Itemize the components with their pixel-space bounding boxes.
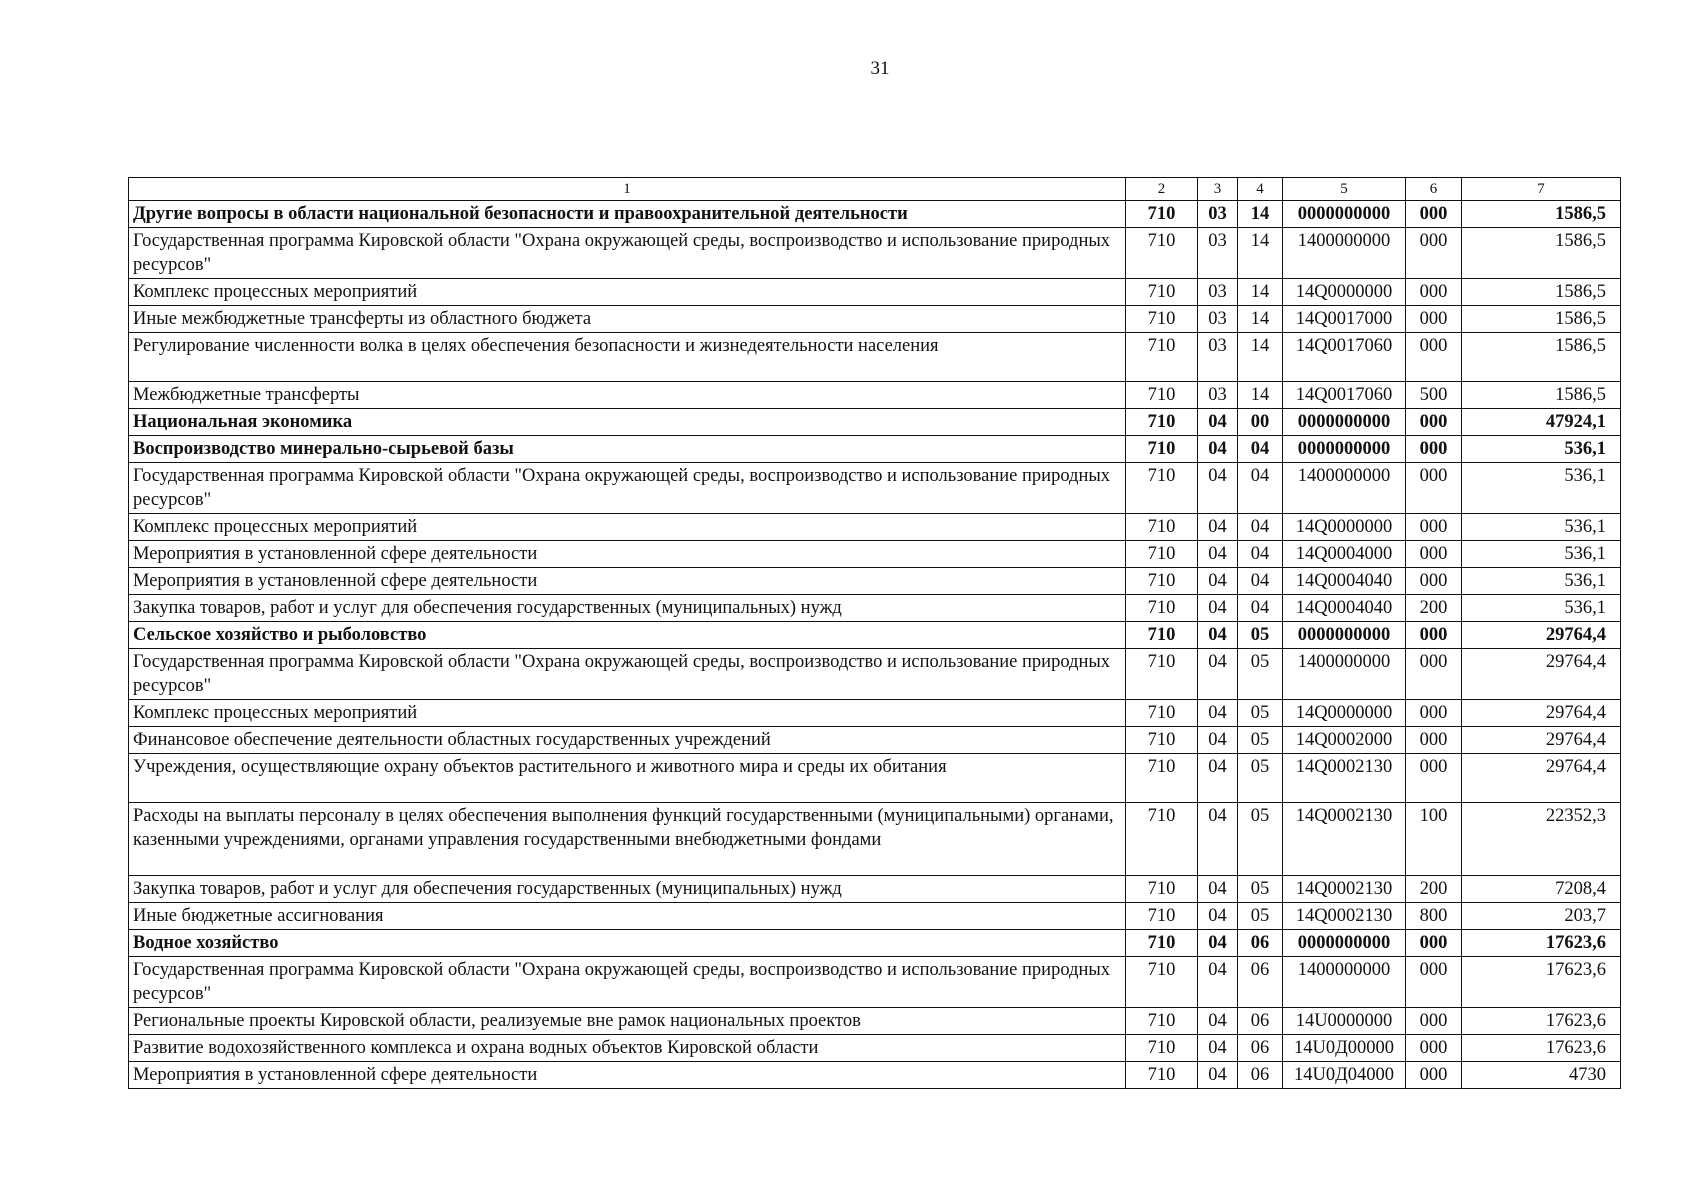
row-subsection-cell: 05 (1238, 727, 1283, 754)
row-target-article-cell: 14Q0002000 (1283, 727, 1406, 754)
row-subsection-cell: 00 (1238, 409, 1283, 436)
row-name-cell: Государственная программа Кировской области "Охрана окружающей среды, воспроизводство и использование природных ресурсов" (129, 463, 1126, 514)
row-amount-cell: 4730 (1462, 1062, 1621, 1089)
row-target-article-cell: 14U0Д04000 (1283, 1062, 1406, 1089)
row-section-cell: 04 (1198, 754, 1238, 803)
row-section-cell: 03 (1198, 279, 1238, 306)
row-subsection-cell: 04 (1238, 568, 1283, 595)
row-section-cell: 03 (1198, 201, 1238, 228)
row-target-article-cell: 14Q0004000 (1283, 541, 1406, 568)
row-admin-code-cell: 710 (1126, 957, 1198, 1008)
row-expense-type-cell: 000 (1406, 306, 1462, 333)
row-section-cell: 04 (1198, 595, 1238, 622)
row-name-cell: Межбюджетные трансферты (129, 382, 1126, 409)
row-section-cell: 04 (1198, 700, 1238, 727)
row-subsection-cell: 14 (1238, 306, 1283, 333)
row-amount-cell: 17623,6 (1462, 1035, 1621, 1062)
table-header-row (129, 178, 1621, 201)
row-target-article-cell: 14Q0017060 (1283, 382, 1406, 409)
row-amount-cell: 29764,4 (1462, 754, 1621, 803)
row-amount-cell: 536,1 (1462, 568, 1621, 595)
row-amount-cell: 29764,4 (1462, 700, 1621, 727)
row-target-article-cell: 0000000000 (1283, 436, 1406, 463)
row-section-cell: 04 (1198, 903, 1238, 930)
row-subsection-cell: 14 (1238, 228, 1283, 279)
table-row (129, 228, 1621, 279)
row-subsection-cell: 04 (1238, 541, 1283, 568)
table-row (129, 541, 1621, 568)
row-admin-code-cell: 710 (1126, 754, 1198, 803)
row-expense-type-cell: 000 (1406, 700, 1462, 727)
row-name-cell: Другие вопросы в области национальной безопасности и правоохранительной деятельности (129, 201, 1126, 228)
row-admin-code-cell: 710 (1126, 700, 1198, 727)
row-subsection-cell: 06 (1238, 1008, 1283, 1035)
row-admin-code-cell: 710 (1126, 649, 1198, 700)
row-expense-type-cell: 200 (1406, 876, 1462, 903)
row-subsection-cell: 05 (1238, 622, 1283, 649)
row-subsection-cell: 05 (1238, 803, 1283, 876)
row-target-article-cell: 1400000000 (1283, 649, 1406, 700)
row-name-cell: Регулирование численности волка в целях обеспечения безопасности и жизнедеятельности населения (129, 333, 1126, 382)
row-amount-cell: 29764,4 (1462, 649, 1621, 700)
row-amount-cell: 17623,6 (1462, 957, 1621, 1008)
row-target-article-cell: 14Q0017000 (1283, 306, 1406, 333)
row-subsection-cell: 14 (1238, 382, 1283, 409)
row-target-article-cell: 14Q0002130 (1283, 803, 1406, 876)
row-expense-type-cell: 000 (1406, 333, 1462, 382)
row-subsection-cell: 04 (1238, 463, 1283, 514)
row-subsection-cell: 14 (1238, 279, 1283, 306)
row-section-cell: 04 (1198, 436, 1238, 463)
row-target-article-cell: 14Q0000000 (1283, 514, 1406, 541)
row-admin-code-cell: 710 (1126, 306, 1198, 333)
row-target-article-cell: 14Q0000000 (1283, 279, 1406, 306)
row-section-cell: 04 (1198, 803, 1238, 876)
row-name-cell: Закупка товаров, работ и услуг для обеспечения государственных (муниципальных) нужд (129, 876, 1126, 903)
row-admin-code-cell: 710 (1126, 333, 1198, 382)
row-amount-cell: 203,7 (1462, 903, 1621, 930)
row-expense-type-cell: 000 (1406, 228, 1462, 279)
row-amount-cell: 29764,4 (1462, 622, 1621, 649)
row-expense-type-cell: 000 (1406, 463, 1462, 514)
row-section-cell: 04 (1198, 957, 1238, 1008)
row-name-cell: Государственная программа Кировской области "Охрана окружающей среды, воспроизводство и использование природных ресурсов" (129, 228, 1126, 279)
row-section-cell: 04 (1198, 409, 1238, 436)
table-row (129, 754, 1621, 803)
row-section-cell: 04 (1198, 727, 1238, 754)
row-admin-code-cell: 710 (1126, 436, 1198, 463)
row-target-article-cell: 14Q0000000 (1283, 700, 1406, 727)
row-expense-type-cell: 100 (1406, 803, 1462, 876)
row-amount-cell: 1586,5 (1462, 279, 1621, 306)
row-subsection-cell: 06 (1238, 1035, 1283, 1062)
row-name-cell: Мероприятия в установленной сфере деятельности (129, 568, 1126, 595)
header-col-3: 3 (1198, 178, 1238, 201)
row-expense-type-cell: 000 (1406, 754, 1462, 803)
table-row (129, 463, 1621, 514)
table-row (129, 201, 1621, 228)
header-col-2: 2 (1126, 178, 1198, 201)
row-name-cell: Комплекс процессных мероприятий (129, 700, 1126, 727)
row-name-cell: Сельское хозяйство и рыболовство (129, 622, 1126, 649)
row-admin-code-cell: 710 (1126, 876, 1198, 903)
row-amount-cell: 536,1 (1462, 514, 1621, 541)
row-amount-cell: 22352,3 (1462, 803, 1621, 876)
row-admin-code-cell: 710 (1126, 228, 1198, 279)
row-expense-type-cell: 000 (1406, 649, 1462, 700)
row-section-cell: 03 (1198, 306, 1238, 333)
row-amount-cell: 29764,4 (1462, 727, 1621, 754)
row-section-cell: 04 (1198, 1035, 1238, 1062)
table-row (129, 409, 1621, 436)
row-section-cell: 04 (1198, 463, 1238, 514)
row-name-cell: Водное хозяйство (129, 930, 1126, 957)
row-expense-type-cell: 000 (1406, 1035, 1462, 1062)
row-amount-cell: 1586,5 (1462, 201, 1621, 228)
row-section-cell: 04 (1198, 1062, 1238, 1089)
row-target-article-cell: 14Q0002130 (1283, 754, 1406, 803)
row-subsection-cell: 14 (1238, 333, 1283, 382)
table-row (129, 595, 1621, 622)
row-section-cell: 04 (1198, 622, 1238, 649)
row-subsection-cell: 05 (1238, 903, 1283, 930)
row-target-article-cell: 0000000000 (1283, 622, 1406, 649)
table-row (129, 382, 1621, 409)
row-expense-type-cell: 800 (1406, 903, 1462, 930)
row-expense-type-cell: 000 (1406, 568, 1462, 595)
row-amount-cell: 1586,5 (1462, 382, 1621, 409)
row-admin-code-cell: 710 (1126, 595, 1198, 622)
row-expense-type-cell: 000 (1406, 957, 1462, 1008)
row-name-cell: Государственная программа Кировской области "Охрана окружающей среды, воспроизводство и использование природных ресурсов" (129, 957, 1126, 1008)
row-section-cell: 04 (1198, 541, 1238, 568)
row-name-cell: Государственная программа Кировской области "Охрана окружающей среды, воспроизводство и использование природных ресурсов" (129, 649, 1126, 700)
row-expense-type-cell: 000 (1406, 514, 1462, 541)
row-admin-code-cell: 710 (1126, 409, 1198, 436)
row-target-article-cell: 0000000000 (1283, 930, 1406, 957)
table-row (129, 622, 1621, 649)
header-col-4: 4 (1238, 178, 1283, 201)
row-target-article-cell: 14Q0004040 (1283, 568, 1406, 595)
row-expense-type-cell: 000 (1406, 622, 1462, 649)
row-amount-cell: 536,1 (1462, 595, 1621, 622)
row-name-cell: Мероприятия в установленной сфере деятельности (129, 541, 1126, 568)
row-name-cell: Региональные проекты Кировской области, реализуемые вне рамок национальных проектов (129, 1008, 1126, 1035)
row-expense-type-cell: 000 (1406, 1062, 1462, 1089)
row-name-cell: Комплекс процессных мероприятий (129, 279, 1126, 306)
row-name-cell: Иные межбюджетные трансферты из областного бюджета (129, 306, 1126, 333)
row-section-cell: 04 (1198, 1008, 1238, 1035)
row-subsection-cell: 05 (1238, 876, 1283, 903)
row-subsection-cell: 05 (1238, 700, 1283, 727)
table-row (129, 306, 1621, 333)
row-section-cell: 03 (1198, 333, 1238, 382)
row-section-cell: 03 (1198, 382, 1238, 409)
table-row (129, 568, 1621, 595)
row-admin-code-cell: 710 (1126, 1008, 1198, 1035)
header-col-6: 6 (1406, 178, 1462, 201)
table-row (129, 876, 1621, 903)
row-name-cell: Закупка товаров, работ и услуг для обеспечения государственных (муниципальных) нужд (129, 595, 1126, 622)
table-row (129, 1035, 1621, 1062)
header-col-1: 1 (129, 178, 1126, 201)
row-name-cell: Финансовое обеспечение деятельности областных государственных учреждений (129, 727, 1126, 754)
table-row (129, 957, 1621, 1008)
row-name-cell: Иные бюджетные ассигнования (129, 903, 1126, 930)
row-target-article-cell: 14Q0002130 (1283, 903, 1406, 930)
row-admin-code-cell: 710 (1126, 930, 1198, 957)
row-name-cell: Расходы на выплаты персоналу в целях обеспечения выполнения функций государственными (муниципальными) органами, казенными учреждениями, органами управления государственными внебюджетными фондами (129, 803, 1126, 876)
row-section-cell: 04 (1198, 930, 1238, 957)
table-row (129, 333, 1621, 382)
row-admin-code-cell: 710 (1126, 279, 1198, 306)
row-subsection-cell: 06 (1238, 1062, 1283, 1089)
row-admin-code-cell: 710 (1126, 803, 1198, 876)
row-name-cell: Национальная экономика (129, 409, 1126, 436)
row-amount-cell: 17623,6 (1462, 930, 1621, 957)
row-subsection-cell: 05 (1238, 754, 1283, 803)
row-admin-code-cell: 710 (1126, 1035, 1198, 1062)
row-admin-code-cell: 710 (1126, 903, 1198, 930)
row-subsection-cell: 04 (1238, 514, 1283, 541)
row-admin-code-cell: 710 (1126, 514, 1198, 541)
row-expense-type-cell: 000 (1406, 727, 1462, 754)
row-name-cell: Учреждения, осуществляющие охрану объектов растительного и животного мира и среды их обитания (129, 754, 1126, 803)
row-admin-code-cell: 710 (1126, 541, 1198, 568)
row-admin-code-cell: 710 (1126, 1062, 1198, 1089)
row-admin-code-cell: 710 (1126, 201, 1198, 228)
row-name-cell: Мероприятия в установленной сфере деятельности (129, 1062, 1126, 1089)
row-section-cell: 04 (1198, 876, 1238, 903)
row-amount-cell: 536,1 (1462, 436, 1621, 463)
table-row (129, 649, 1621, 700)
row-expense-type-cell: 000 (1406, 436, 1462, 463)
row-admin-code-cell: 710 (1126, 727, 1198, 754)
row-target-article-cell: 1400000000 (1283, 463, 1406, 514)
budget-table (128, 177, 1621, 1089)
row-expense-type-cell: 000 (1406, 279, 1462, 306)
row-section-cell: 04 (1198, 568, 1238, 595)
row-target-article-cell: 0000000000 (1283, 201, 1406, 228)
table-row (129, 930, 1621, 957)
row-target-article-cell: 14Q0017060 (1283, 333, 1406, 382)
row-subsection-cell: 05 (1238, 649, 1283, 700)
row-name-cell: Воспроизводство минерально-сырьевой базы (129, 436, 1126, 463)
row-target-article-cell: 0000000000 (1283, 409, 1406, 436)
row-amount-cell: 1586,5 (1462, 228, 1621, 279)
table-row (129, 903, 1621, 930)
row-amount-cell: 47924,1 (1462, 409, 1621, 436)
row-target-article-cell: 14Q0002130 (1283, 876, 1406, 903)
row-section-cell: 03 (1198, 228, 1238, 279)
row-section-cell: 04 (1198, 514, 1238, 541)
row-target-article-cell: 1400000000 (1283, 957, 1406, 1008)
row-expense-type-cell: 200 (1406, 595, 1462, 622)
row-subsection-cell: 06 (1238, 930, 1283, 957)
row-expense-type-cell: 000 (1406, 930, 1462, 957)
row-expense-type-cell: 000 (1406, 541, 1462, 568)
row-target-article-cell: 14U0000000 (1283, 1008, 1406, 1035)
row-subsection-cell: 06 (1238, 957, 1283, 1008)
row-amount-cell: 536,1 (1462, 541, 1621, 568)
row-amount-cell: 17623,6 (1462, 1008, 1621, 1035)
row-target-article-cell: 1400000000 (1283, 228, 1406, 279)
row-target-article-cell: 14Q0004040 (1283, 595, 1406, 622)
row-expense-type-cell: 000 (1406, 1008, 1462, 1035)
row-subsection-cell: 14 (1238, 201, 1283, 228)
table-row (129, 1062, 1621, 1089)
row-amount-cell: 1586,5 (1462, 306, 1621, 333)
row-admin-code-cell: 710 (1126, 568, 1198, 595)
table-row (129, 1008, 1621, 1035)
row-name-cell: Развитие водохозяйственного комплекса и охрана водных объектов Кировской области (129, 1035, 1126, 1062)
row-section-cell: 04 (1198, 649, 1238, 700)
row-target-article-cell: 14U0Д00000 (1283, 1035, 1406, 1062)
table-row (129, 436, 1621, 463)
table-row (129, 700, 1621, 727)
row-expense-type-cell: 000 (1406, 409, 1462, 436)
header-col-7: 7 (1462, 178, 1621, 201)
row-admin-code-cell: 710 (1126, 382, 1198, 409)
row-admin-code-cell: 710 (1126, 622, 1198, 649)
row-expense-type-cell: 000 (1406, 201, 1462, 228)
header-col-5: 5 (1283, 178, 1406, 201)
row-subsection-cell: 04 (1238, 595, 1283, 622)
row-expense-type-cell: 500 (1406, 382, 1462, 409)
row-admin-code-cell: 710 (1126, 463, 1198, 514)
row-amount-cell: 1586,5 (1462, 333, 1621, 382)
table-row (129, 803, 1621, 876)
row-amount-cell: 536,1 (1462, 463, 1621, 514)
row-name-cell: Комплекс процессных мероприятий (129, 514, 1126, 541)
table-row (129, 514, 1621, 541)
page-number: 31 (870, 58, 890, 79)
table-row (129, 727, 1621, 754)
row-subsection-cell: 04 (1238, 436, 1283, 463)
row-amount-cell: 7208,4 (1462, 876, 1621, 903)
table-row (129, 279, 1621, 306)
